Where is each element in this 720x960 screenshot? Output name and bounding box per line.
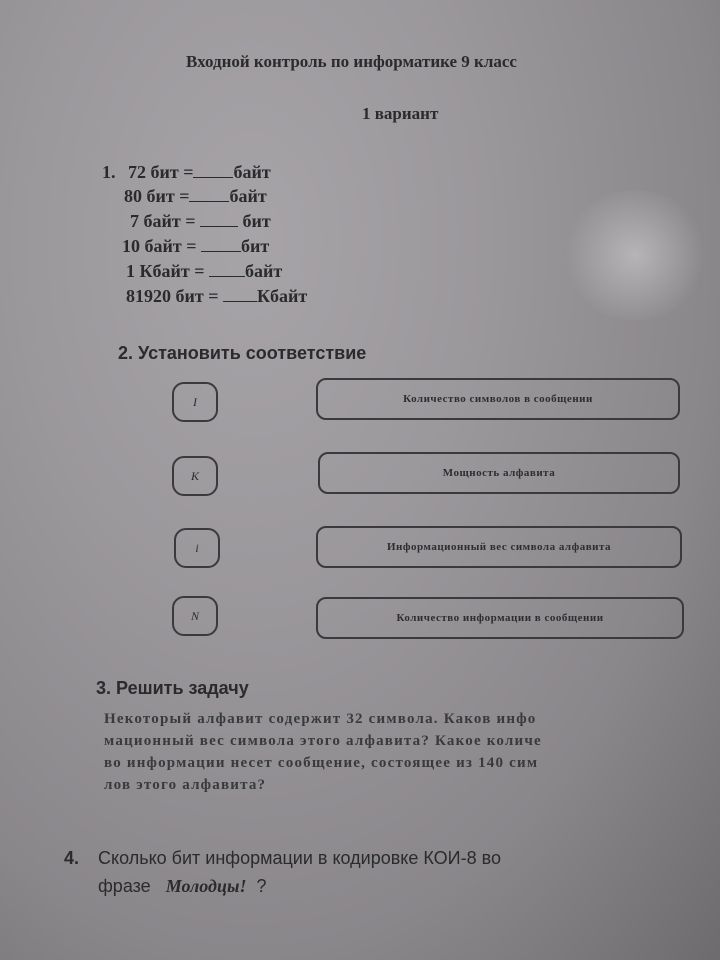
task3-line: лов этого алфавита? xyxy=(104,777,267,793)
answer-blank xyxy=(189,187,229,202)
task3-line: мационный вес символа этого алфавита? Какое количе xyxy=(104,733,542,749)
task1-row-left: 72 бит = xyxy=(128,162,194,182)
symbol-circle: I xyxy=(172,382,218,422)
symbol-circle: N xyxy=(172,596,218,636)
task1-row-right: Кбайт xyxy=(256,286,308,306)
task1-row-left: 7 байт = xyxy=(130,211,196,231)
answer-blank xyxy=(200,212,238,227)
task1-row-left: 80 бит = xyxy=(124,186,190,206)
task4-number: 4. xyxy=(64,848,80,868)
task1-row-left: 10 байт = xyxy=(122,236,197,256)
task1-row xyxy=(124,186,267,207)
task1-row-right: байт xyxy=(229,186,267,206)
task1-row xyxy=(126,261,282,282)
task1-row-right: бит xyxy=(242,211,271,231)
task1-number: 1. xyxy=(102,162,116,182)
task3-text xyxy=(104,708,720,796)
task1-row-left: 1 Кбайт = xyxy=(126,261,205,281)
answer-blank xyxy=(223,287,257,302)
task4-line1: Сколько бит информации в кодировке КОИ-8 во xyxy=(98,848,501,868)
task4-phrase: Молодцы! xyxy=(165,876,247,896)
answer-blank xyxy=(209,262,245,277)
definition-box: Информационный вес символа алфавита xyxy=(316,526,682,568)
task1-row-right: бит xyxy=(240,236,270,256)
answer-blank xyxy=(193,163,233,178)
answer-blank xyxy=(201,237,241,252)
definition-box: Количество информации в сообщении xyxy=(316,597,684,639)
task1-row-right: байт xyxy=(233,162,271,182)
task1-row xyxy=(128,162,271,183)
symbol-circle: K xyxy=(172,456,218,496)
task1-row-right: байт xyxy=(245,261,283,281)
symbol-circle: i xyxy=(174,528,220,568)
task3-line: Некоторый алфавит содержит 32 символа. Каков инфо xyxy=(104,711,537,727)
task1-row xyxy=(130,211,271,232)
task1-row-left: 81920 бит = xyxy=(126,286,219,306)
definition-box: Количество символов в сообщении xyxy=(316,378,680,420)
variant-label: 1 вариант xyxy=(362,104,439,123)
task4-line2 xyxy=(98,876,267,897)
light-glare xyxy=(560,190,710,320)
definition-box: Мощность алфавита xyxy=(318,452,680,494)
task1-row xyxy=(126,286,307,307)
task2-heading: 2. Установить соответствие xyxy=(118,343,367,363)
task3-line: во информации несет сообщение, состоящее из 140 сим xyxy=(104,755,539,771)
task4-prefix: фразе xyxy=(98,876,151,896)
task3-heading: 3. Решить задачу xyxy=(96,678,249,698)
task1-row xyxy=(122,236,269,257)
page-title: Входной контроль по информатике 9 класс xyxy=(186,52,517,71)
task4-suffix: ? xyxy=(256,876,267,896)
